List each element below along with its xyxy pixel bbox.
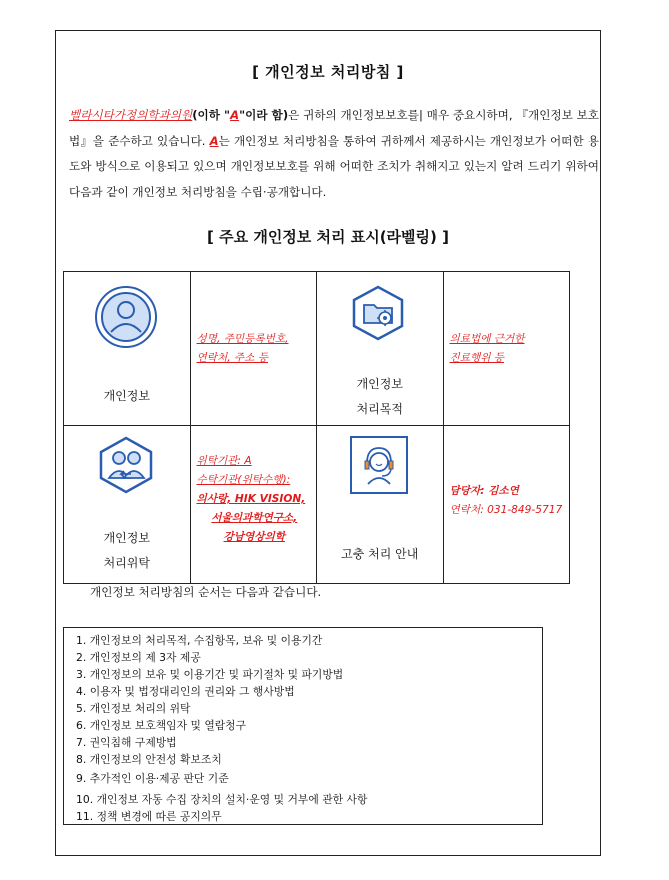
policy-page xyxy=(55,30,601,856)
intro-seg2: "이라 함) xyxy=(239,108,289,122)
complaint-detail-cell xyxy=(443,426,570,584)
org-name: 벨라시타가정의학과의원 xyxy=(69,108,193,122)
people-transfer-icon xyxy=(97,436,155,498)
personal-info-detail-cell xyxy=(190,272,317,426)
complaint-detail-line1: 담당자: 김소연 xyxy=(449,485,519,497)
folder-settings-icon xyxy=(350,285,406,345)
purpose-detail xyxy=(450,330,566,368)
outsourcing-detail-line4: 서울의과학연구소, xyxy=(211,512,298,524)
toc-item[interactable]: 4. 이용자 및 법정대리인의 권리와 그 행사방법 xyxy=(76,685,295,698)
toc-item[interactable]: 5. 개인정보 처리의 위탁 xyxy=(76,702,191,715)
outsourcing-detail-line2: 수탁기관(위탁수행): xyxy=(196,474,291,486)
a-mark-2: A xyxy=(209,133,219,148)
order-intro: 개인정보 처리방침의 순서는 다음과 같습니다. xyxy=(90,585,322,599)
complaint-detail xyxy=(450,482,566,520)
personal-info-detail xyxy=(197,330,313,368)
headset-agent-icon xyxy=(350,436,408,498)
purpose-caption-line1: 개인정보 xyxy=(356,377,403,391)
purpose-detail-cell xyxy=(443,272,570,426)
toc-item[interactable]: 9. 추가적인 이용·제공 판단 기준 xyxy=(76,772,229,785)
toc-item[interactable]: 2. 개인정보의 제 3자 제공 xyxy=(76,651,201,664)
purpose-icon-cell xyxy=(317,272,444,426)
toc-item[interactable]: 7. 권익침해 구제방법 xyxy=(76,736,177,749)
outsourcing-detail-cell xyxy=(190,426,317,584)
toc-item[interactable]: 8. 개인정보의 안전성 확보조치 xyxy=(76,753,222,766)
toc-item[interactable]: 1. 개인정보의 처리목적, 수집항목, 보유 및 이용기간 xyxy=(76,634,323,647)
intro-paragraph xyxy=(69,103,599,205)
a-mark: A xyxy=(230,108,240,122)
outsourcing-icon-cell xyxy=(64,426,191,584)
outsourcing-detail xyxy=(197,452,313,547)
complaint-caption: 고충 처리 안내 xyxy=(341,547,419,561)
page-title: [ 개인정보 처리방침 ] xyxy=(252,63,404,81)
outsourcing-caption-line1: 개인정보 xyxy=(103,531,150,545)
purpose-detail-line1: 의료법에 근거한 xyxy=(449,333,525,345)
toc-item[interactable]: 11. 정책 변경에 따른 공지의무 xyxy=(76,810,222,823)
complaint-detail-line2: 연락처: 031-849-5717 xyxy=(449,504,563,516)
outsourcing-detail-line3: 의사랑, HIK VISION, xyxy=(196,493,306,505)
person-icon xyxy=(95,286,157,352)
outsourcing-detail-line5: 강남영상의학 xyxy=(223,531,285,543)
labeling-table xyxy=(63,271,570,584)
toc-item[interactable]: 10. 개인정보 자동 수집 장치의 설치·운영 및 거부에 관한 사항 xyxy=(76,793,368,806)
purpose-detail-line2: 진료행위 등 xyxy=(449,352,505,364)
toc-item[interactable]: 3. 개인정보의 보유 및 이용기간 및 파기절차 및 파기방법 xyxy=(76,668,344,681)
purpose-caption-line2: 처리목적 xyxy=(356,402,403,416)
personal-info-detail-line1: 성명, 주민등록번호, xyxy=(196,333,289,345)
personal-info-detail-line2: 연락처, 주소 등 xyxy=(196,352,269,364)
personal-info-caption: 개인정보 xyxy=(103,389,150,403)
intro-seg4: 는 개인정보 처리방침을 통하여 귀하께서 제공하시는 개인정보가 어떠한 용도와 방식으로 이용되고 있으며 개인정보보호를 위해 어떠한 조치가 취해지고 있는지 알려 드리기 위하여 다음과 같이 개인정보 처리방침을 수립·공개합니다. xyxy=(69,133,599,199)
intro-seg3: 은 귀하의 개인정보보호를| 매우 중요시하며, 『개인정보 보호법』을 준수하고 있습니다. xyxy=(69,108,600,148)
table-of-contents xyxy=(63,627,543,825)
outsourcing-detail-line1: 위탁기관: A xyxy=(196,455,252,467)
intro-seg1: (이하 " xyxy=(192,108,231,122)
labeling-subtitle: [ 주요 개인정보 처리 표시(라벨링) ] xyxy=(207,228,449,246)
outsourcing-caption-line2: 처리위탁 xyxy=(103,556,150,570)
personal-info-icon-cell xyxy=(64,272,191,426)
toc-item[interactable]: 6. 개인정보 보호책임자 및 열람청구 xyxy=(76,719,247,732)
complaint-icon-cell xyxy=(317,426,444,584)
